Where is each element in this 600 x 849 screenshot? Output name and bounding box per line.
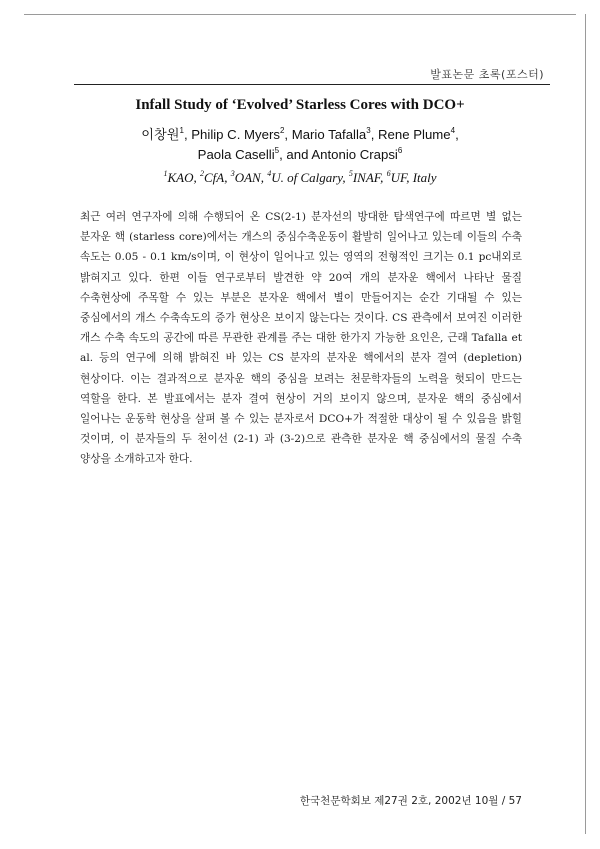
affiliation-name: U. of Calgary (271, 170, 343, 185)
affil-mark: 5 (348, 169, 353, 178)
section-header: 발표논문 초록(포스터) (430, 68, 544, 81)
author-list: 이창원$^1$, Philip C. Myers$^2$, Mario Tafalla$^3$, Rene Plume$^4$, Paola Caselli$^5$, and Antonio Crapsi$^6$ (141, 126, 459, 162)
page-border-right (585, 14, 586, 834)
author-affil-mark: 6 (397, 146, 403, 155)
affil-mark: 2 (199, 169, 204, 178)
footer-citation: 한국천문학회보 제27권 2호, 2002년 10월 / 57 (299, 795, 522, 807)
author-name: Philip C. Myers (191, 127, 280, 142)
author-name: Mario Tafalla (291, 127, 367, 142)
author-name: Rene Plume (378, 127, 451, 142)
abstract-body: 최근 여러 연구자에 의해 수행되어 온 CS(2-1) 분자선의 방대한 탐색연구에 따르면 별 없는 분자운 핵 (starless core)에서는 개스의 중심수축운동이 활발히 일어나고 있는데 이들의 수축 속도는 0.05 - 0.1 km/s이며, 이 현상이 일어나고 있는 영역의 전형적인 크기는 0.1 pc내외로 밝혀지고 있다. 한편 이들 연구로부터 발견한 약 20여 개의 분자운 핵에서 나타난 물질 수축현상에 주목할 수 있는 부분은 분자운 핵에서 별이 만들어지는 순간 기대될 수 있는 중심에서의 개스 수축속도의 증가 현상은 보이지 않는다는 것이다. CS 관측에서 보여진 이러한 개스 수축 속도의 공간에 따른 무관한 관계를 주는 대한 한가지 가능한 요인은, 근래 Tafalla et al. 등의 연구에 의해 밝혀진 바 있는 CS 분자의 분자운 핵에서의 분자 결여 (depletion) 현상이다. 이는 결과적으로 분자운 핵의 중심을 보려는 천문학자들의 노력을 헛되이 만드는 역할을 한다. 본 발표에서는 분자 결여 현상이 거의 보이지 않으며, 분자운 핵의 중심에서 일어나는 운동학 현상을 살펴 볼 수 있는 분자로서 DCO+가 적절한 대상이 될 수 있음을 밝힐 것이며, 이 분자들의 두 천이선 (2-1) 과 (3-2)으로 관측한 분자운 핵 중심에서의 물질 수축 양상을 소개하고자 한다. (80, 211, 522, 466)
author-affil-mark: 4 (450, 126, 456, 135)
author-name: and Antonio Crapsi (286, 147, 398, 162)
affil-mark: 4 (267, 169, 272, 178)
affiliation-name: CfA (203, 170, 225, 185)
author-name: Paola Caselli (197, 147, 275, 162)
author-affil-mark: 2 (279, 126, 285, 135)
affil-mark: 1 (163, 169, 168, 178)
paper-title: Infall Study of ‘Evolved’ Starless Cores with DCO+ (135, 97, 465, 113)
header-rule (74, 84, 550, 85)
affiliation-name: UF, Italy (390, 170, 437, 185)
author-name: 이창원 (141, 127, 180, 142)
page-border-top (24, 14, 576, 15)
author-affil-mark: 3 (366, 126, 371, 135)
affiliation-name: INAF (352, 170, 381, 185)
affiliation-name: OAN (234, 170, 261, 185)
affil-mark: 6 (386, 169, 391, 178)
affil-mark: 3 (230, 169, 235, 178)
affiliation-list: $^1$KAO, $^2$CfA, $^3$OAN, $^4$U. of Calgary, $^5$INAF, $^6$UF, Italy (163, 169, 437, 185)
author-affil-mark: 5 (274, 146, 280, 155)
affiliation-name: KAO (167, 170, 194, 185)
author-affil-mark: 1 (179, 126, 184, 135)
